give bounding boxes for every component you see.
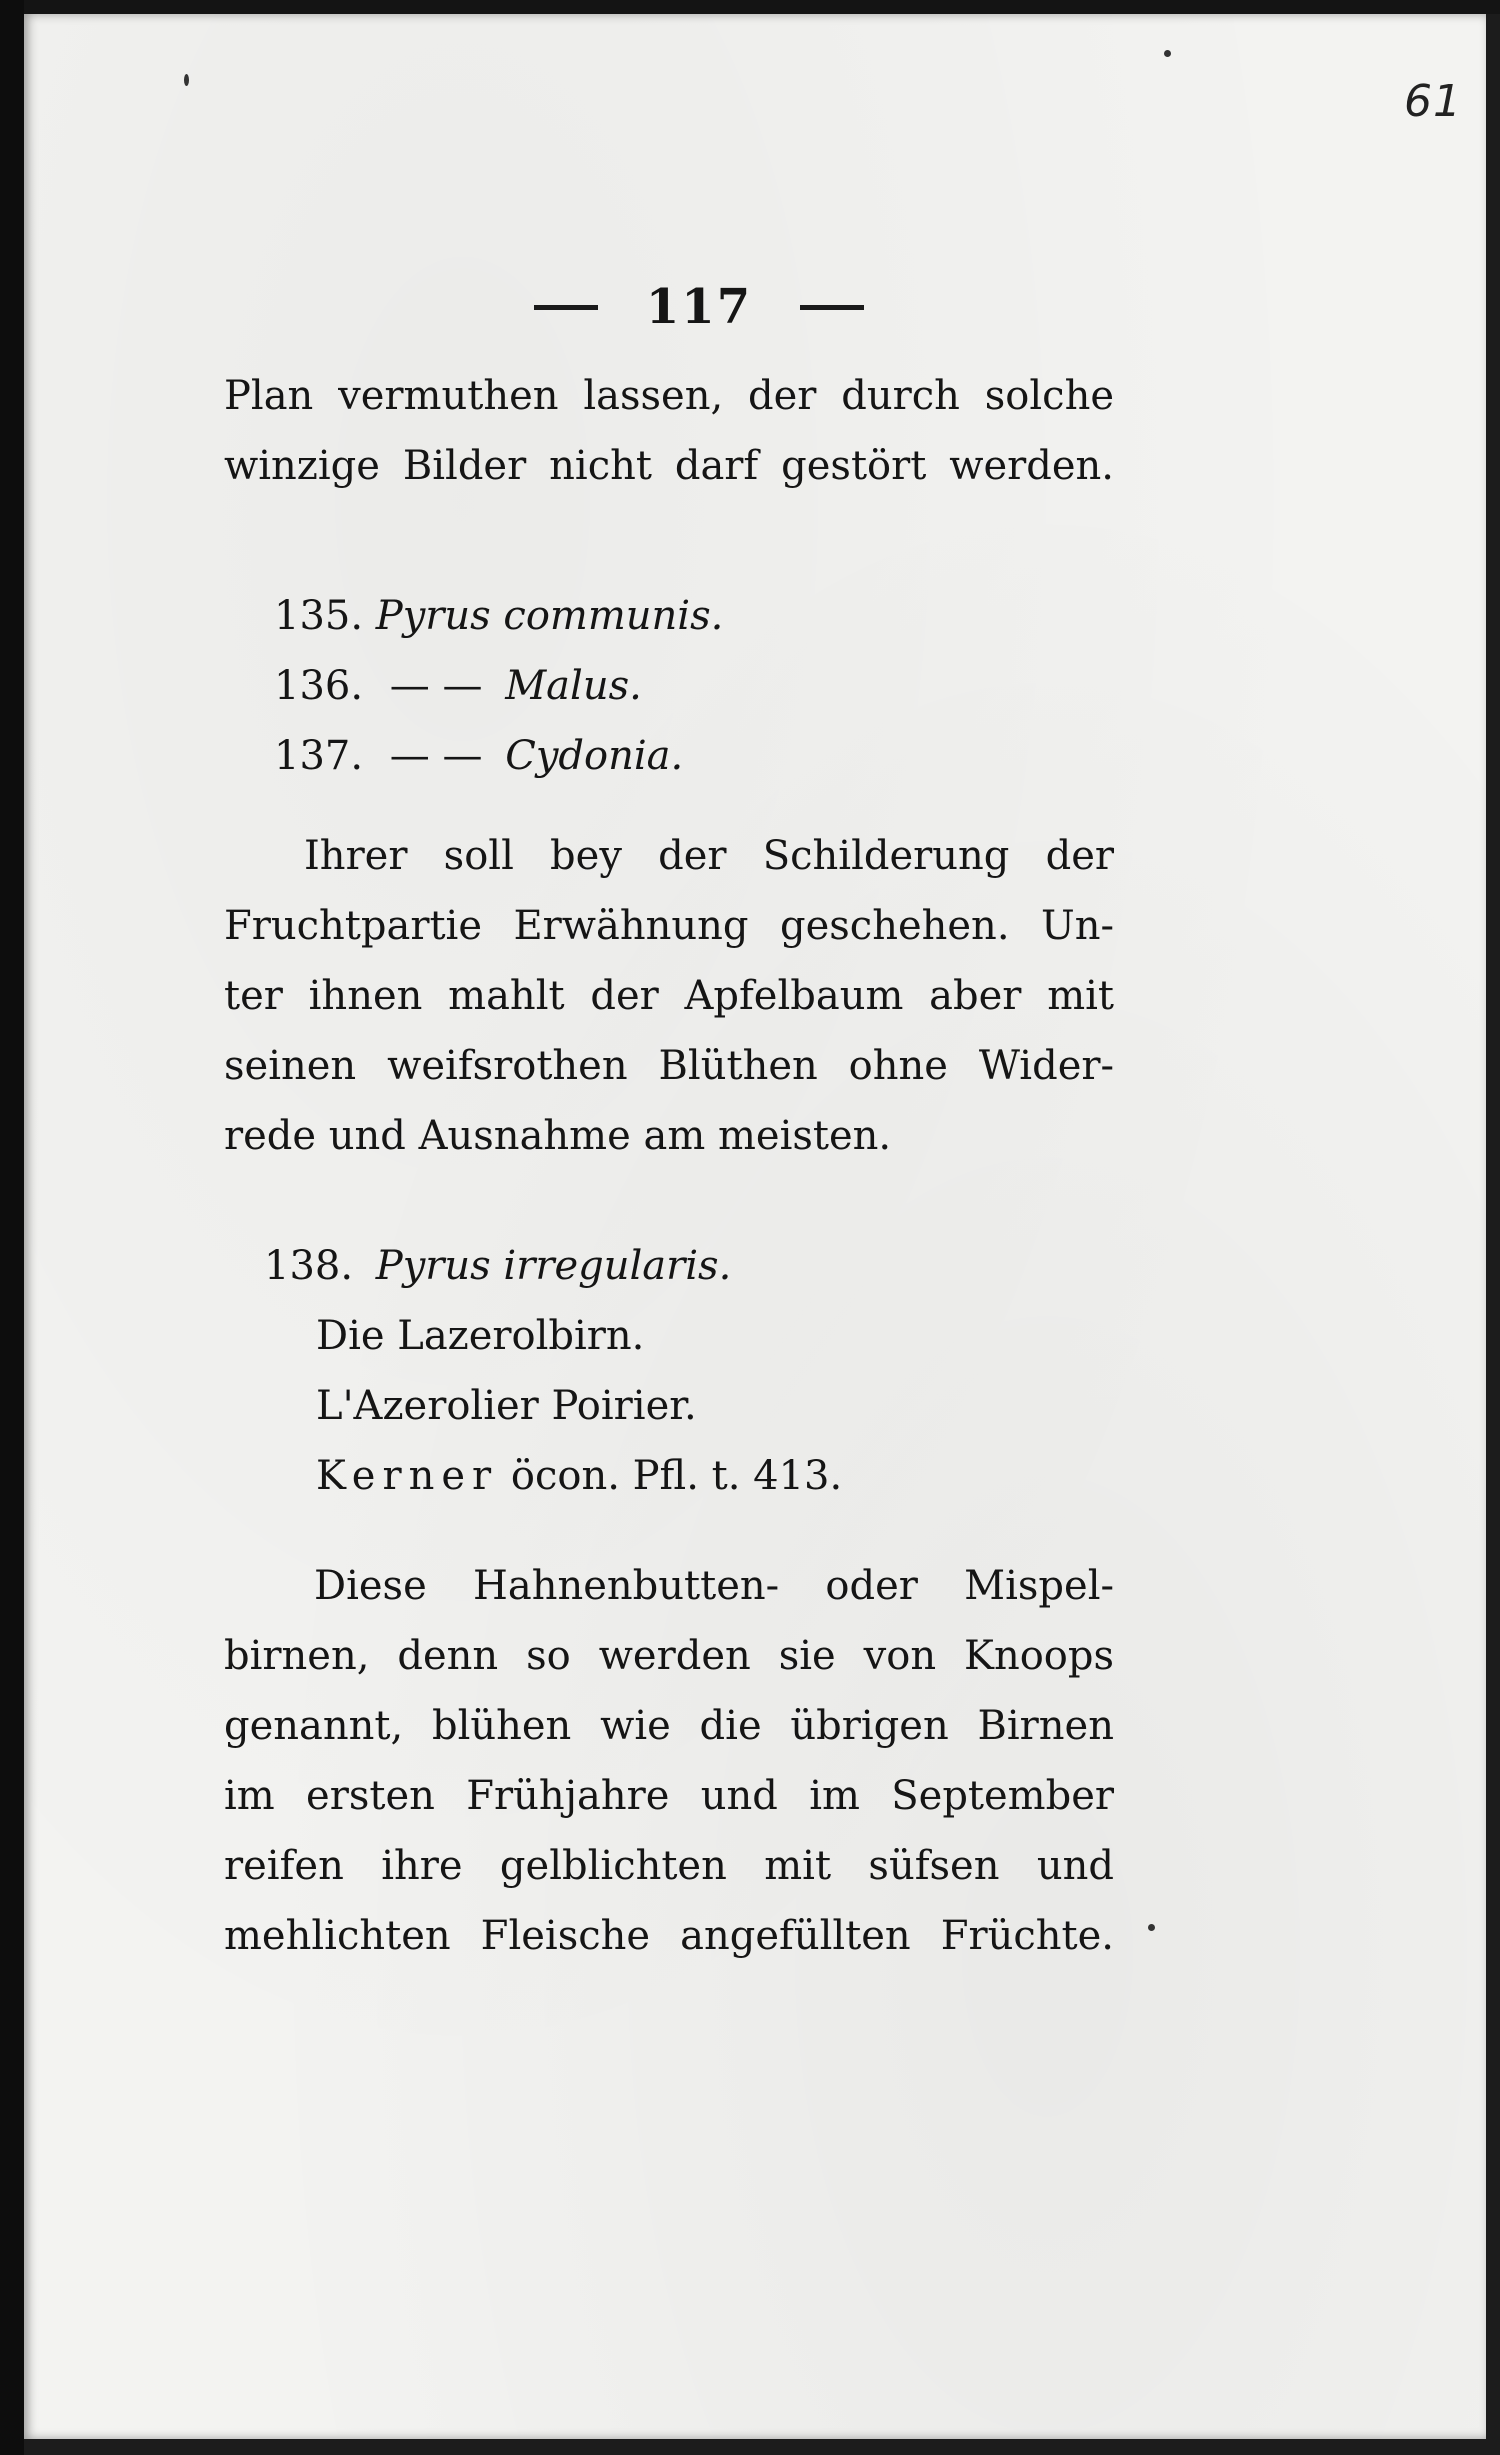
- list-item: [274, 662, 642, 710]
- paragraph-3-line-2: birnen, denn so werden sie von Knoops: [224, 1633, 1114, 1679]
- scan-left-edge: [0, 0, 24, 2455]
- paragraph-2-line-1: Ihrer soll bey der Schilderung der: [304, 833, 1114, 879]
- list-item-number: 137.: [274, 733, 364, 779]
- scan-speck: [1148, 1924, 1155, 1931]
- entry-german-name: Die Lazerolbirn.: [316, 1313, 645, 1359]
- paragraph-3-line-3: genannt, blühen wie die übrigen Birnen: [224, 1703, 1114, 1749]
- paragraph-2-line-5: rede und Ausnahme am meisten.: [224, 1113, 892, 1159]
- reference-details: öcon. Pfl. t. 413.: [498, 1453, 843, 1499]
- paragraph-3-line-6: mehlichten Fleische angefüllten Früchte.: [224, 1913, 1114, 1959]
- entry-138-heading: [264, 1242, 731, 1290]
- list-item: [274, 592, 723, 640]
- scan-speck: [184, 74, 189, 86]
- paragraph-2-line-4: seinen weifsrothen Blüthen ohne Wider-: [224, 1043, 1114, 1089]
- list-item-number: 135.: [274, 593, 364, 639]
- list-item: [274, 732, 683, 780]
- list-item-number: 136.: [274, 663, 364, 709]
- entry-french-name: L'Azerolier Poirier.: [316, 1383, 697, 1429]
- paragraph-3-line-5: reifen ihre gelblichten mit süfsen und: [224, 1843, 1114, 1889]
- entry-species: Pyrus irregularis.: [375, 1243, 732, 1289]
- page-header: [534, 279, 864, 335]
- handwritten-folio-number: 61: [1404, 76, 1462, 127]
- entry-number: 138.: [264, 1243, 354, 1289]
- paragraph-1-line-2: winzige Bilder nicht darf gestört werden.: [224, 443, 1114, 489]
- paragraph-2-line-2: Fruchtpartie Erwähnung geschehen. Un-: [224, 903, 1114, 949]
- list-item-species: Cydonia.: [505, 733, 684, 779]
- header-dash-left: [534, 305, 598, 310]
- list-item-species: Pyrus communis.: [375, 593, 724, 639]
- list-item-ditto-dashes: — —: [389, 733, 483, 779]
- paragraph-1-line-1: Plan vermuthen lassen, der durch solche: [224, 373, 1114, 419]
- scan-top-edge: [0, 0, 1500, 14]
- header-dash-right: [800, 305, 864, 310]
- scan-speck: [1164, 50, 1171, 57]
- paragraph-2-line-3: ter ihnen mahlt der Apfelbaum aber mit: [224, 973, 1114, 1019]
- list-item-ditto-dashes: — —: [389, 663, 483, 709]
- page-number: 117: [645, 279, 753, 335]
- paragraph-3-line-4: im ersten Frühjahre und im September: [224, 1773, 1114, 1819]
- reference-author: Kerner: [316, 1453, 499, 1499]
- paragraph-3-line-1: Diese Hahnenbutten- oder Mispel-: [314, 1563, 1114, 1609]
- list-item-species: Malus.: [505, 663, 642, 709]
- book-page: [24, 14, 1486, 2439]
- entry-reference: [316, 1452, 842, 1500]
